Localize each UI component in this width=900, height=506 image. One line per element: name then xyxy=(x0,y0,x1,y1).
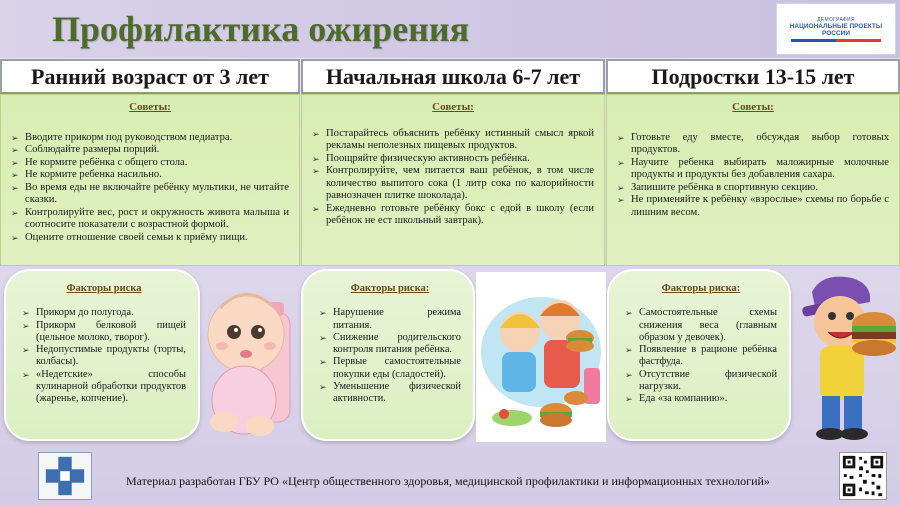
advice-list xyxy=(11,132,289,245)
list-item: ➢ Запишите ребёнка в спортивную секцию. xyxy=(617,182,889,195)
risk-card-school xyxy=(301,269,475,441)
risk-title: Факторы риска xyxy=(66,283,142,294)
list-item: ➢ Оцените отношение своей семьи к приёму пищи. xyxy=(11,232,289,245)
risk-list xyxy=(625,307,777,405)
list-item: ➢ Во время еды не включайте ребёнку мультики, не читайте сказки. xyxy=(11,182,289,207)
list-item: ➢ Контролируйте вес, рост и окружность живота малыша и соотносите показатели с возрастной формой. xyxy=(11,207,289,232)
kids-eating-illustration xyxy=(476,272,606,442)
list-item: ➢ Контролируйте, чем питается ваш ребёнок, в том числе количество выпитого сока (1 литр сока по калорийности равнозначен плитке шоколада). xyxy=(312,165,594,203)
list-item: ➢ Прикорм до полугода. xyxy=(22,307,186,319)
advice-list xyxy=(312,128,594,228)
list-item: ➢ Прикорм белковой пищей (цельное молоко, творог). xyxy=(22,320,186,345)
advice-block-early xyxy=(0,94,300,266)
risk-card-early xyxy=(4,269,200,441)
list-item: ➢ Появление в рационе ребёнка фастфуда. xyxy=(625,344,777,369)
advice-block-school xyxy=(301,94,605,266)
advice-title: Советы: xyxy=(129,101,171,113)
list-item: ➢ Недопустимые продукты (торты, колбасы). xyxy=(22,344,186,369)
advice-title: Советы: xyxy=(432,101,474,113)
list-item: ➢ Соблюдайте размеры порций. xyxy=(11,144,289,157)
age-header-school: Начальная школа 6-7 лет xyxy=(301,59,605,94)
list-item: ➢ Не применяйте к ребёнку «взрослые» схемы по борьбе с лишним весом. xyxy=(617,194,889,219)
list-item: ➢ Еда «за компанию». xyxy=(625,393,777,405)
list-item: ➢ Самостоятельные схемы снижения веса (главным образом у девочек). xyxy=(625,307,777,344)
list-item: ➢ Уменьшение физической активности. xyxy=(319,381,461,406)
national-projects-logo xyxy=(776,3,896,55)
list-item: ➢ Первые самостоятельные покупки еды (сладостей). xyxy=(319,356,461,381)
list-item: ➢ Снижение родительского контроля питания ребёнка. xyxy=(319,332,461,357)
health-center-logo xyxy=(38,452,92,500)
list-item: ➢ Нарушение режима питания. xyxy=(319,307,461,332)
qr-code xyxy=(839,452,887,500)
list-item: ➢ Ежедневно готовьте ребёнку бокс с едой в школу (если ребёнок не ест школьный завтрак). xyxy=(312,203,594,228)
list-item: ➢ «Недетские» способы кулинарной обработки продуктов (жаренье, копчение). xyxy=(22,369,186,406)
logo-main-text: НАЦИОНАЛЬНЫЕ ПРОЕКТЫ РОССИИ xyxy=(789,22,883,37)
advice-title: Советы: xyxy=(732,101,774,113)
risk-title: Факторы риска: xyxy=(350,283,430,294)
list-item: ➢ Не кормите ребёнка с общего стола. xyxy=(11,157,289,170)
footer-credit: Материал разработан ГБУ РО «Центр общественного здоровья, медицинской профилактики и информационных технологий» xyxy=(126,474,770,488)
risk-list xyxy=(319,307,461,405)
advice-block-teen xyxy=(606,94,900,266)
boy-with-burger-illustration xyxy=(792,272,898,444)
risk-card-teen xyxy=(607,269,791,441)
list-item: ➢ Научите ребенка выбирать маложирные молочные продукты и продукты без добавления сахара. xyxy=(617,157,889,182)
risk-list xyxy=(22,307,186,405)
list-item: ➢ Отсутствие физической нагрузки. xyxy=(625,369,777,394)
logo-flag-bar xyxy=(791,39,881,42)
list-item: ➢ Не кормите ребенка насильно. xyxy=(11,169,289,182)
age-header-teen: Подростки 13-15 лет xyxy=(606,59,900,94)
logo-top-text: ДЕМОГРАФИЯ xyxy=(817,16,855,23)
list-item: ➢ Постарайтесь объяснить ребёнку истинный смысл яркой рекламы неполезных пищевых продуктов. xyxy=(312,128,594,153)
baby-illustration xyxy=(200,272,298,442)
advice-list xyxy=(617,132,889,220)
list-item: ➢ Готовьте еду вместе, обсуждая выбор готовых продуктов. xyxy=(617,132,889,157)
list-item: ➢ Поощряйте физическую активность ребёнка. xyxy=(312,153,594,166)
page-title: Профилактика ожирения xyxy=(52,9,470,49)
age-header-early: Ранний возраст от 3 лет xyxy=(0,59,300,94)
risk-title: Факторы риска: xyxy=(661,283,741,294)
list-item: ➢ Вводите прикорм под руководством педиатра. xyxy=(11,132,289,145)
